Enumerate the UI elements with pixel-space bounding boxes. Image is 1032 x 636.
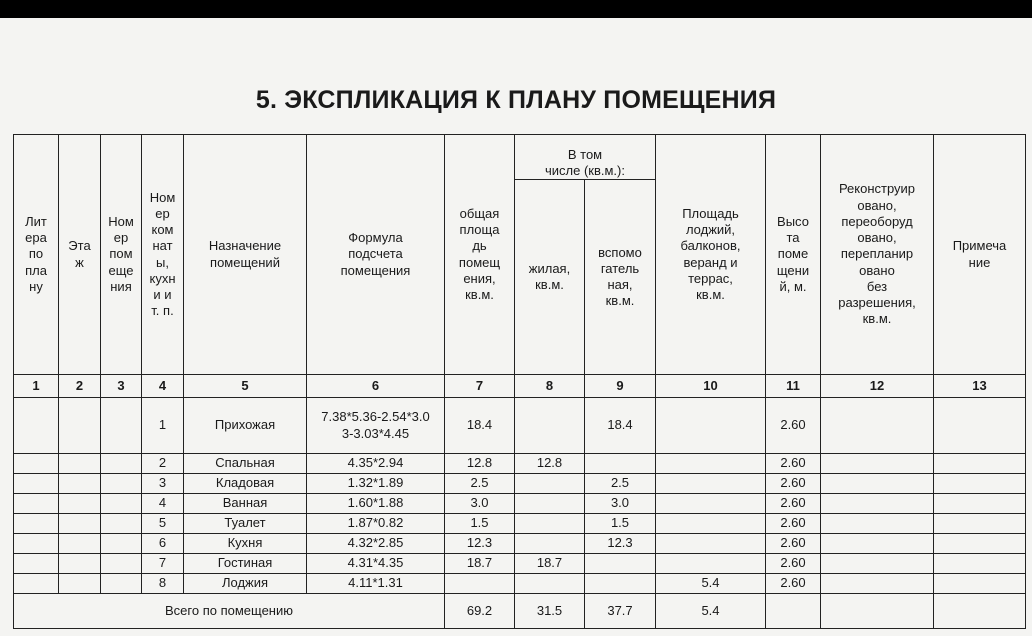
column-number: 3 (101, 375, 142, 398)
auxiliary-area-cell: 2.5 (585, 474, 656, 494)
total-area-cell: 12.8 (445, 454, 515, 474)
header-total-area: общая площа дь помещ ения, кв.м. (445, 135, 515, 375)
litera-cell (14, 534, 59, 554)
table-row (14, 494, 1026, 514)
height-cell: 2.60 (766, 454, 821, 474)
premises-number-cell (101, 454, 142, 474)
premises-number-cell (101, 554, 142, 574)
loggia-area-cell (656, 554, 766, 574)
column-number: 2 (59, 375, 101, 398)
column-number: 4 (142, 375, 184, 398)
floor-cell (59, 494, 101, 514)
notes-cell (934, 534, 1026, 554)
table-row (14, 554, 1026, 574)
reconstructed-cell (821, 494, 934, 514)
litera-cell (14, 574, 59, 594)
column-number: 9 (585, 375, 656, 398)
floor-cell (59, 474, 101, 494)
loggia-area-cell: 5.4 (656, 574, 766, 594)
height-cell: 2.60 (766, 474, 821, 494)
reconstructed-cell (821, 474, 934, 494)
auxiliary-area-cell: 18.4 (585, 398, 656, 454)
room-number-cell: 2 (142, 454, 184, 474)
litera-cell (14, 554, 59, 574)
header-floor: Эта ж (59, 135, 101, 375)
room-name-cell: Лоджия (184, 574, 307, 594)
room-number-cell: 4 (142, 494, 184, 514)
floor-cell (59, 454, 101, 474)
room-name-cell: Туалет (184, 514, 307, 534)
total-area-cell: 3.0 (445, 494, 515, 514)
header-reconstructed: Реконструир овано, переоборуд овано, перепланир овано без разрешения, кв.м. (821, 135, 934, 375)
formula-cell: 1.32*1.89 (307, 474, 445, 494)
litera-cell (14, 514, 59, 534)
reconstructed-cell (821, 534, 934, 554)
room-number-cell: 8 (142, 574, 184, 594)
notes-cell (934, 398, 1026, 454)
premises-number-cell (101, 574, 142, 594)
litera-cell (14, 474, 59, 494)
table-row (14, 398, 1026, 454)
premises-number-cell (101, 398, 142, 454)
header-room-purpose: Назначение помещений (184, 135, 307, 375)
living-area-cell (515, 514, 585, 534)
table-row (14, 574, 1026, 594)
auxiliary-area-cell (585, 454, 656, 474)
header-notes: Примеча ние (934, 135, 1026, 375)
total-area-cell: 12.3 (445, 534, 515, 554)
formula-cell: 1.87*0.82 (307, 514, 445, 534)
empty-cell (934, 594, 1026, 629)
total-label: Всего по помещению (14, 594, 445, 629)
premises-number-cell (101, 534, 142, 554)
living-area-cell (515, 494, 585, 514)
living-area-cell (515, 474, 585, 494)
loggia-area-cell (656, 474, 766, 494)
notes-cell (934, 514, 1026, 534)
notes-cell (934, 494, 1026, 514)
column-number: 12 (821, 375, 934, 398)
header-formula: Формула подсчета помещения (307, 135, 445, 375)
page-title: 5. ЭКСПЛИКАЦИЯ К ПЛАНУ ПОМЕЩЕНИЯ (255, 86, 777, 114)
room-number-cell: 5 (142, 514, 184, 534)
header-auxiliary-area: вспомо гатель ная, кв.м. (585, 180, 656, 375)
living-area-cell (515, 534, 585, 554)
floor-cell (59, 534, 101, 554)
column-number: 7 (445, 375, 515, 398)
table-row (14, 514, 1026, 534)
reconstructed-cell (821, 398, 934, 454)
loggia-area-cell (656, 454, 766, 474)
room-name-cell: Спальная (184, 454, 307, 474)
litera-cell (14, 398, 59, 454)
table-row (14, 474, 1026, 494)
litera-cell (14, 494, 59, 514)
room-number-cell: 1 (142, 398, 184, 454)
living-area-cell: 12.8 (515, 454, 585, 474)
premises-number-cell (101, 494, 142, 514)
notes-cell (934, 574, 1026, 594)
room-number-cell: 3 (142, 474, 184, 494)
formula-cell: 1.60*1.88 (307, 494, 445, 514)
height-cell: 2.60 (766, 398, 821, 454)
room-name-cell: Прихожая (184, 398, 307, 454)
column-number: 11 (766, 375, 821, 398)
auxiliary-area-sum: 37.7 (585, 594, 656, 629)
loggia-area-cell (656, 534, 766, 554)
reconstructed-cell (821, 554, 934, 574)
column-number: 6 (307, 375, 445, 398)
header-room-number: Ном ер ком нат ы, кухн и и т. п. (142, 135, 184, 375)
living-area-cell (515, 398, 585, 454)
auxiliary-area-cell (585, 574, 656, 594)
formula-cell: 7.38*5.36-2.54*3.0 3-3.03*4.45 (307, 398, 445, 454)
loggia-area-sum: 5.4 (656, 594, 766, 629)
premises-number-cell (101, 514, 142, 534)
height-cell: 2.60 (766, 534, 821, 554)
height-cell: 2.60 (766, 494, 821, 514)
auxiliary-area-cell: 12.3 (585, 534, 656, 554)
living-area-cell: 18.7 (515, 554, 585, 574)
litera-cell (14, 454, 59, 474)
table-row (14, 534, 1026, 554)
floor-cell (59, 398, 101, 454)
auxiliary-area-cell (585, 554, 656, 574)
floor-cell (59, 574, 101, 594)
total-area-cell: 18.7 (445, 554, 515, 574)
total-area-cell: 2.5 (445, 474, 515, 494)
header-litera: Лит ера по пла ну (14, 135, 59, 375)
living-area-sum: 31.5 (515, 594, 585, 629)
notes-cell (934, 554, 1026, 574)
formula-cell: 4.31*4.35 (307, 554, 445, 574)
living-area-cell (515, 574, 585, 594)
formula-cell: 4.32*2.85 (307, 534, 445, 554)
total-area-cell: 1.5 (445, 514, 515, 534)
floor-cell (59, 554, 101, 574)
column-number: 13 (934, 375, 1026, 398)
room-name-cell: Гостиная (184, 554, 307, 574)
height-cell: 2.60 (766, 574, 821, 594)
total-row (14, 594, 1026, 629)
top-black-bar (0, 0, 1032, 18)
notes-cell (934, 454, 1026, 474)
premises-number-cell (101, 474, 142, 494)
loggia-area-cell (656, 398, 766, 454)
header-loggia-area: Площадь лоджий, балконов, веранд и террас, кв.м. (656, 135, 766, 375)
total-area-cell (445, 574, 515, 594)
notes-cell (934, 474, 1026, 494)
header-including-group: В том числе (кв.м.): (515, 135, 656, 180)
column-number: 5 (184, 375, 307, 398)
reconstructed-cell (821, 454, 934, 474)
floor-cell (59, 514, 101, 534)
column-number: 10 (656, 375, 766, 398)
column-number: 8 (515, 375, 585, 398)
auxiliary-area-cell: 1.5 (585, 514, 656, 534)
room-number-cell: 7 (142, 554, 184, 574)
height-cell: 2.60 (766, 514, 821, 534)
loggia-area-cell (656, 514, 766, 534)
auxiliary-area-cell: 3.0 (585, 494, 656, 514)
total-area-cell: 18.4 (445, 398, 515, 454)
reconstructed-cell (821, 574, 934, 594)
table-row (14, 454, 1026, 474)
formula-cell: 4.11*1.31 (307, 574, 445, 594)
reconstructed-cell (821, 514, 934, 534)
explication-table (13, 134, 1026, 629)
header-premises-number: Ном ер пом еще ния (101, 135, 142, 375)
total-area-sum: 69.2 (445, 594, 515, 629)
room-name-cell: Кладовая (184, 474, 307, 494)
formula-cell: 4.35*2.94 (307, 454, 445, 474)
header-height: Высо та поме щени й, м. (766, 135, 821, 375)
empty-cell (821, 594, 934, 629)
header-living-area: жилая, кв.м. (515, 180, 585, 375)
empty-cell (766, 594, 821, 629)
room-name-cell: Ванная (184, 494, 307, 514)
room-name-cell: Кухня (184, 534, 307, 554)
height-cell: 2.60 (766, 554, 821, 574)
column-number: 1 (14, 375, 59, 398)
room-number-cell: 6 (142, 534, 184, 554)
loggia-area-cell (656, 494, 766, 514)
